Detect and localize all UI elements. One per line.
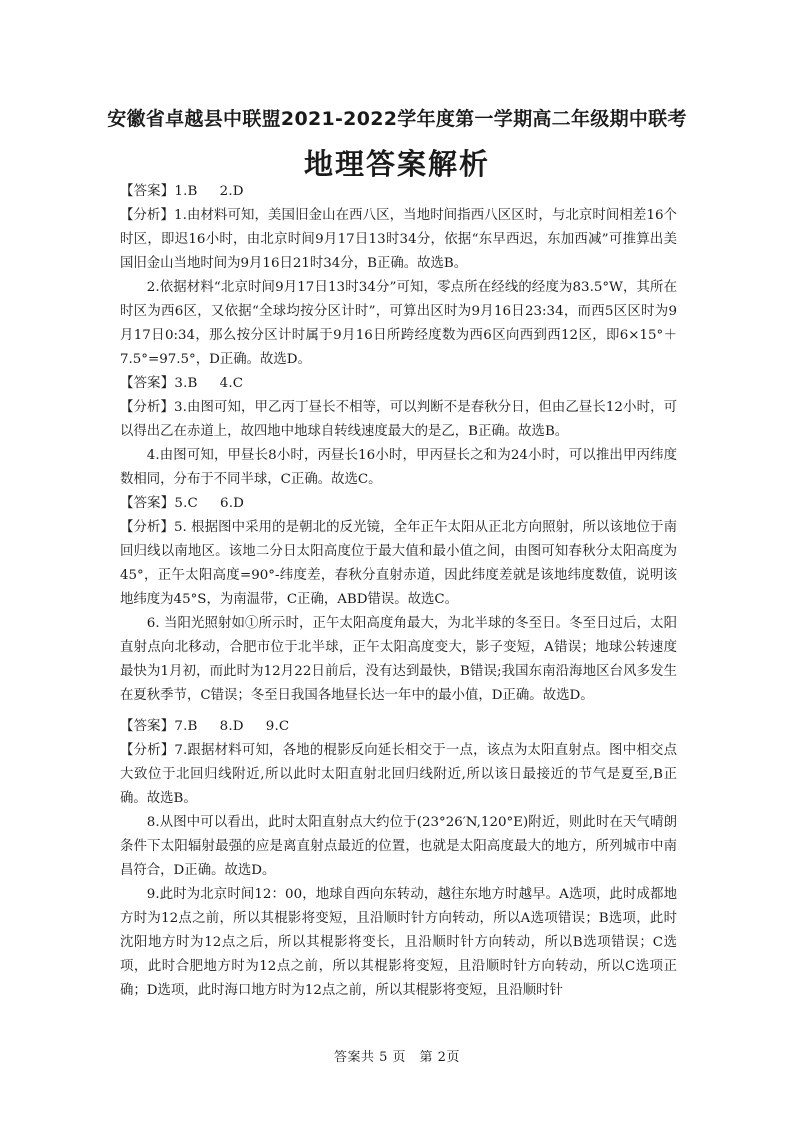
analysis-paragraph: 8.从图中可以看出，此时太阳直射点大约位于(23°26′N,120°E)附近，则此时在天气晴朗条件下太阳辐射最强的应是离直射点最近的位置，也就是太阳高度最大的地方，所列城市中南昌符合，D正确。故选D。 (120, 815, 677, 878)
answer-label: 【答案】 (120, 184, 175, 199)
doc-subtitle: 地理答案解析 (303, 147, 490, 181)
answer-item: 4.C (219, 376, 244, 391)
answer-item: 5.C (174, 496, 198, 511)
answer-item: 3.B (174, 376, 198, 391)
answer-line (120, 492, 677, 516)
answer-item: 6.D (220, 496, 245, 511)
answer-item: 2.D (219, 184, 244, 199)
answer-item: 7.B (174, 719, 198, 734)
analysis-paragraph: 4.由图可知，甲昼长8小时，丙昼长16小时，甲丙昼长之和为24小时，可以推出甲丙纬度数相同，分布于不同半球，C正确。故选C。 (120, 448, 677, 487)
analysis-paragraph: 【分析】3.由图可知，甲乙丙丁昼长不相等，可以判断不是春秋分日，但由乙昼长12小时，可以得出乙在赤道上，故四地中地球自转线速度最大的是乙，B正确。故选B。 (120, 400, 677, 439)
analysis-paragraph: 2.依据材料“北京时间9月17日13时34分”可知，零点所在经线的经度为83.5°W，其所在时区为西6区，又依据“全球均按分区计时”，可算出区时为9月16日23:34，而西5区区时为9月17日0:34，那么按分区计时属于9月16日所跨经度数为西6区向西到西12区，即6×15°＋7.5°=97.5°，D正确。故选D。 (120, 280, 677, 367)
answer-label: 【答案】 (120, 496, 175, 511)
answer-line (120, 372, 677, 396)
exam-title: 安徽省卓越县中联盟2021-2022学年度第一学期高二年级期中联考 (107, 108, 687, 130)
answer-item: 8.D (219, 719, 244, 734)
analysis-paragraph: 9.此时为北京时间12：00，地球自西向东转动，越往东地方时越早。A选项，此时成都地方时为12点之前，所以其棍影将变短，且沿顺时针方向转动，所以A选项错误；B选项，此时沈阳地方时为12点之后，所以其棍影将变长，且沿顺时针方向转动，所以B选项错误；C选项，此时合肥地方时为12点之前，所以其棍影将变短，且沿顺时针方向转动，所以C选项正确；D选项，此时海口地方时为12点之前，所以其棍影将变短，且沿顺时针 (120, 887, 677, 998)
analysis-paragraph: 【分析】5. 根据图中采用的是朝北的反光镜，全年正午太阳从正北方向照射，所以该地位于南回归线以南地区。该地二分日太阳高度位于最大值和最小值之间，由图可知春秋分太阳高度为45°，正午太阳高度=90°-纬度差，春秋分直射赤道，因此纬度差就是该地纬度数值，说明该地纬度为45°S，为南温带，C正确，ABD错误。故选C。 (120, 520, 677, 607)
answer-line (120, 180, 677, 204)
analysis-paragraph: 【分析】1.由材料可知，美国旧金山在西八区，当地时间指西八区区时，与北京时间相差16个时区，即迟16小时，由北京时间9月17日13时34分，依据“东早西迟，东加西减”可推算出美国旧金山当地时间为9月16日21时34分，B正确。故选B。 (120, 208, 677, 271)
analysis-paragraph: 【分析】7.跟据材料可知，各地的棍影反向延长相交于一点，该点为太阳直射点。图中相交点大致位于北回归线附近,所以此时太阳直射北回归线附近,所以该日最接近的节气是夏至,B正确。故选B。 (120, 743, 677, 806)
answer-label: 【答案】 (120, 719, 175, 734)
answer-item: 1.B (174, 184, 198, 199)
analysis-paragraph: 6. 当阳光照射如①所示时，正午太阳高度角最大，为北半球的冬至日。冬至日过后，太阳直射点向北移动，合肥市位于北半球，正午太阳高度变大，影子变短，A错误；地球公转速度最快为1月初，而此时为12月22日前后，没有达到最快，B错误;我国东南沿海地区台风多发生在夏秋季节，C错误；冬至日我国各地昼长达一年中的最小值，D正确。故选D。 (120, 616, 677, 703)
answer-item: 9.C (265, 719, 290, 734)
answer-label: 【答案】 (120, 376, 175, 391)
answer-line (120, 715, 677, 739)
page-footer: 答案共 5 页 第 2页 (334, 1050, 460, 1065)
answer-body (120, 180, 677, 1003)
